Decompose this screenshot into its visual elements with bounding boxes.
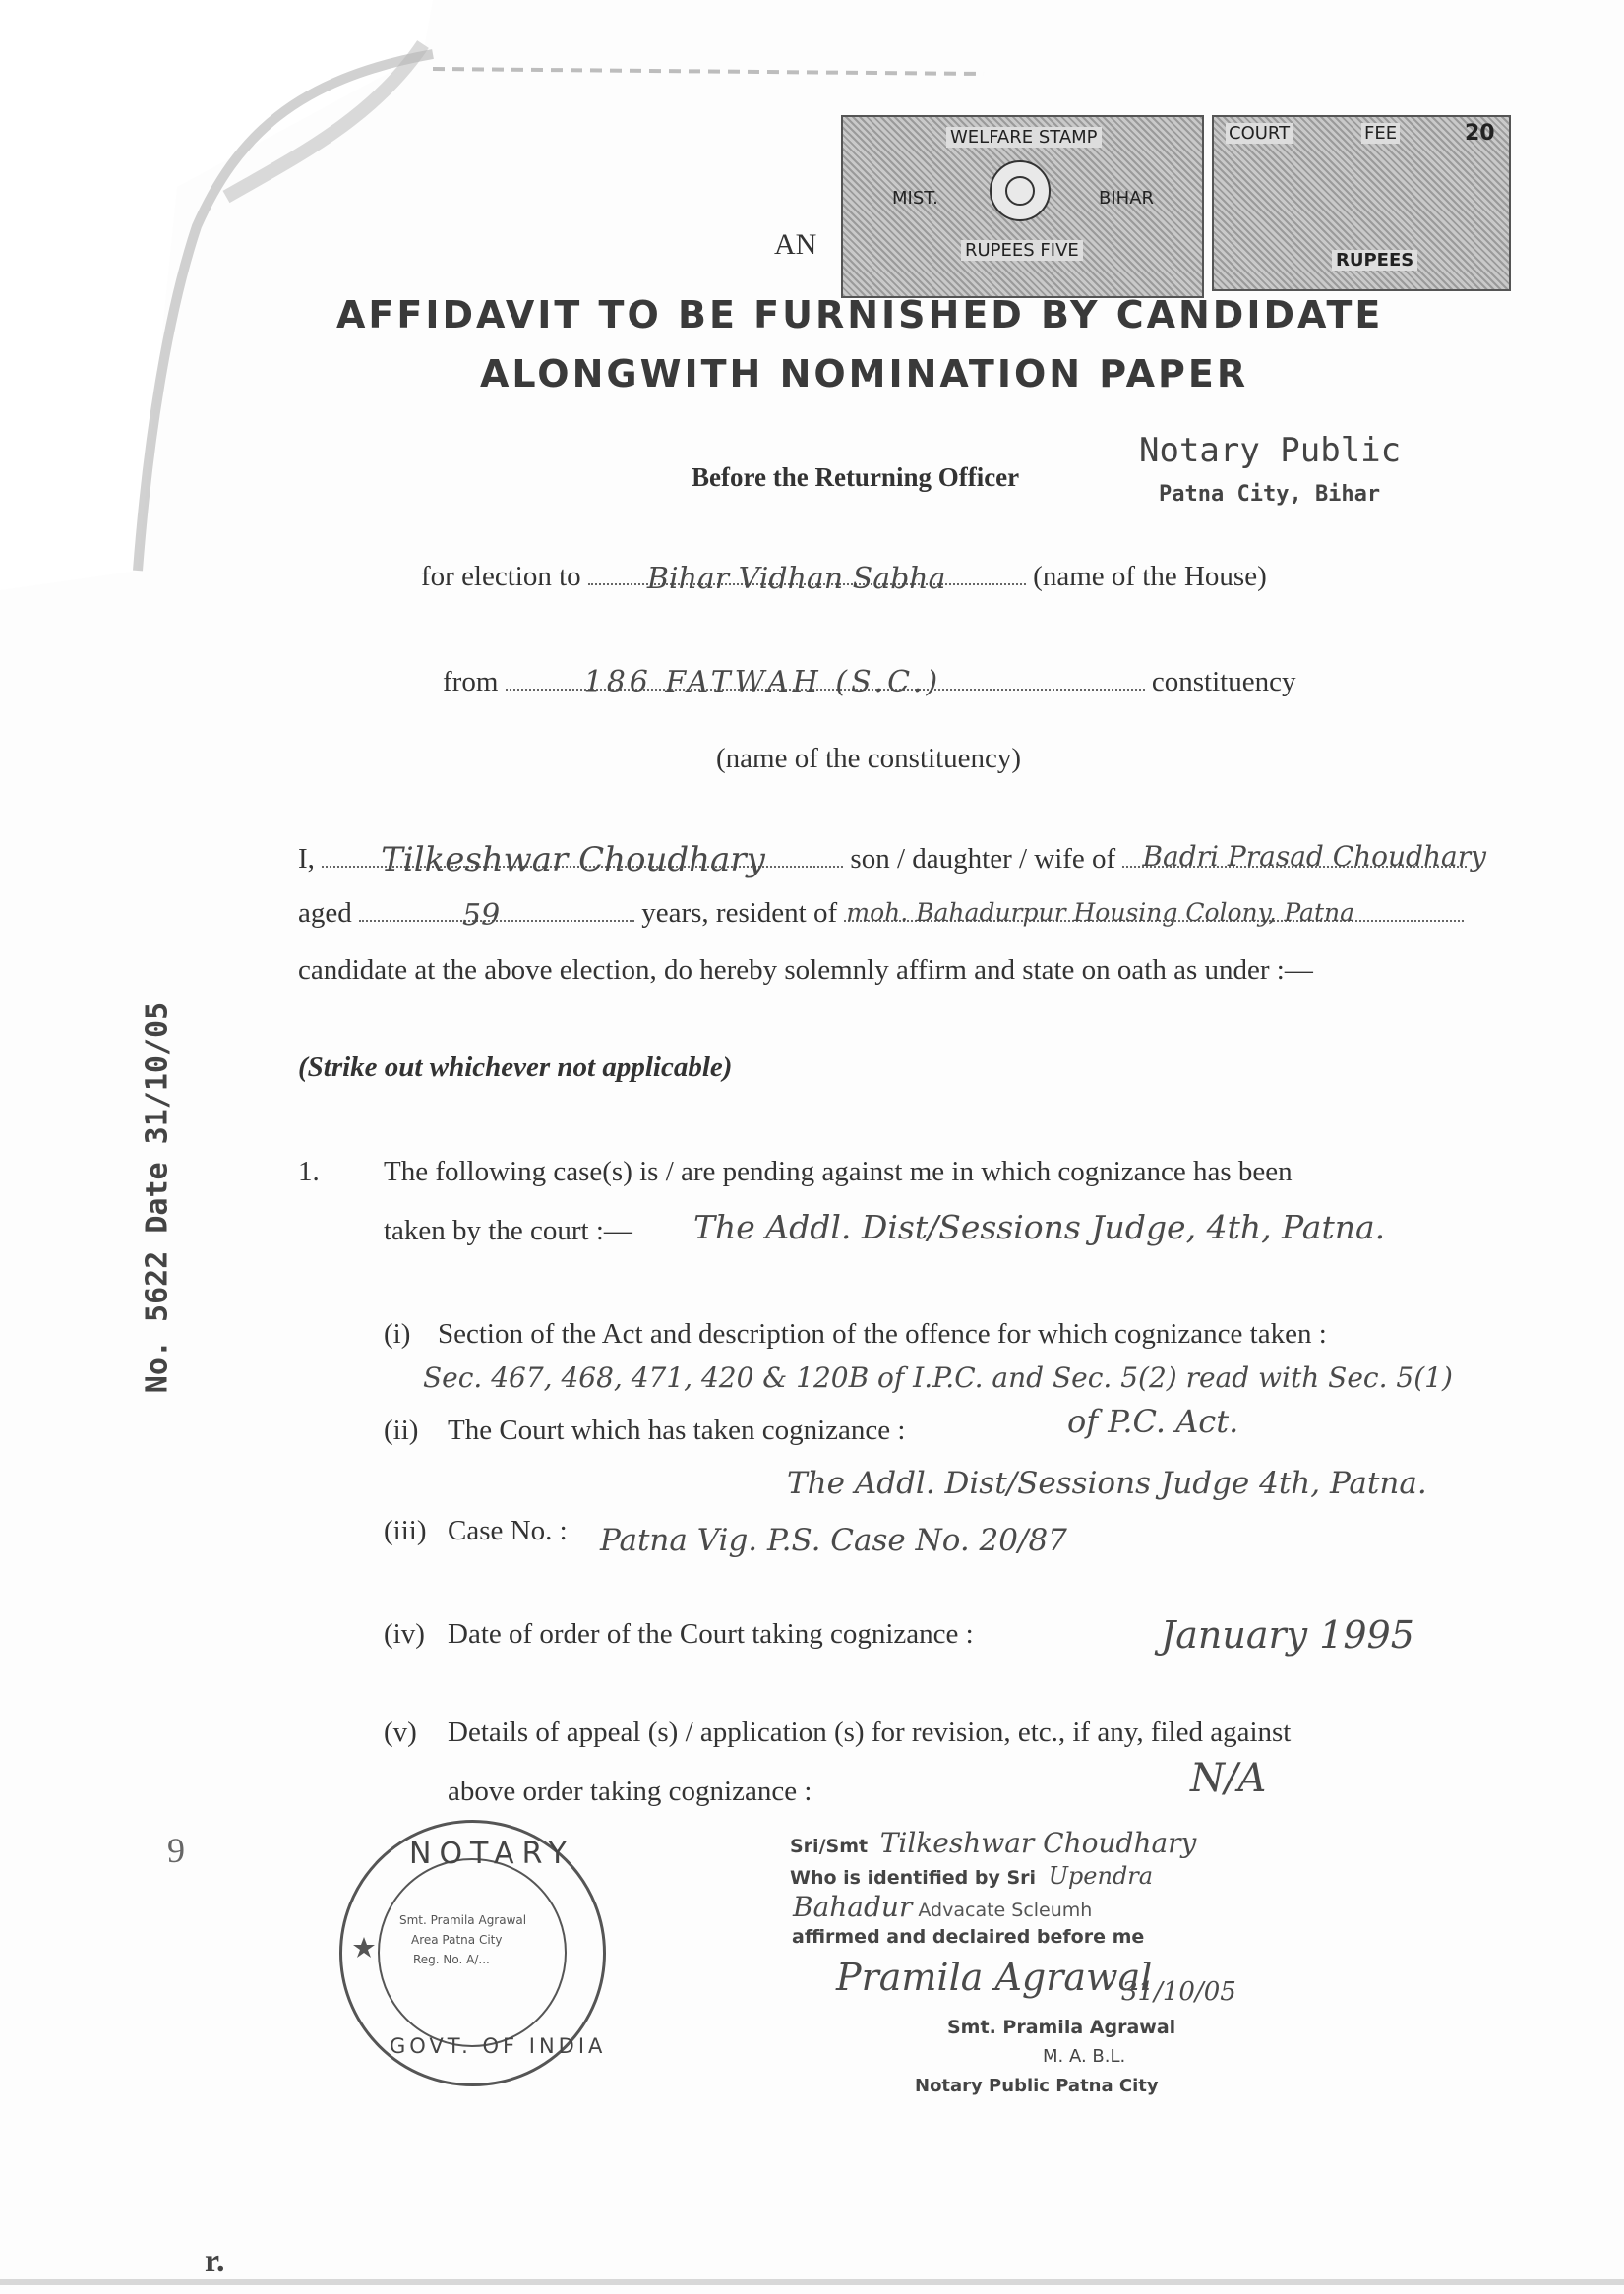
- constituency-suffix: constituency: [1151, 666, 1296, 697]
- item1-ii-text: The Court which has taken cognizance :: [448, 1415, 906, 1446]
- item1-ii-hand: The Addl. Dist/Sessions Judge 4th, Patna.: [787, 1466, 1427, 1501]
- aged-label: aged: [298, 897, 352, 929]
- item1-i-hand-1: Sec. 467, 468, 471, 420 & 120B of I.P.C. and Sec. 5(2) read with Sec. 5(1): [423, 1361, 1453, 1394]
- attest-name-hand: Tilkeshwar Choudhary: [879, 1827, 1197, 1859]
- notary-attest-line1: [790, 1827, 1196, 1859]
- seal-inner-line3: Reg. No. A/...: [413, 1953, 490, 1966]
- house-field: [588, 562, 1026, 596]
- attest-identifier-hand: Upendra: [1048, 1862, 1154, 1890]
- court-stamp-bottom: RUPEES: [1332, 250, 1417, 271]
- heading-an: AN: [774, 228, 817, 261]
- constituency-value: 186 FATWAH (S.C.): [583, 665, 942, 699]
- seal-star-icon: [352, 1936, 376, 1960]
- item1-iv-text: Date of order of the Court taking cognizance :: [448, 1618, 974, 1650]
- item1-iii-text: Case No. :: [448, 1515, 568, 1546]
- seal-inner-line2: Area Patna City: [411, 1933, 503, 1947]
- item1-court-hand: The Addl. Dist/Sessions Judge, 4th, Patna.: [693, 1208, 1386, 1246]
- court-stamp-title: COURT: [1226, 123, 1293, 144]
- age-value: 59: [462, 898, 501, 933]
- court-fee-stamp: [1212, 115, 1511, 291]
- affirm-text: candidate at the above election, do hereby solemnly affirm and state on oath as under :—: [298, 954, 1313, 986]
- item1-iii-label: (iii): [384, 1515, 427, 1546]
- item1-text-line1: The following case(s) is / are pending against me in which cognizance has been: [384, 1156, 1293, 1187]
- item1-v-hand: N/A: [1190, 1756, 1267, 1801]
- seal-top-text: NOTARY: [409, 1837, 574, 1871]
- relation-label: son / daughter / wife of: [850, 843, 1116, 875]
- notary-degree: M. A. B.L.: [1043, 2046, 1126, 2067]
- affidavit-title-line2: ALONGWITH NOMINATION PAPER: [480, 352, 1249, 395]
- for-election-label: for election to: [421, 561, 581, 592]
- strike-note: (Strike out whichever not applicable): [298, 1052, 733, 1083]
- court-stamp-fee: FEE: [1361, 123, 1400, 144]
- notary-attest-line2: [790, 1862, 1153, 1890]
- declarant-name-value: Tilkeshwar Choudhary: [381, 840, 765, 879]
- item1-iii-hand: Patna Vig. P.S. Case No. 20/87: [600, 1523, 1067, 1558]
- item1-i-label: (i): [384, 1318, 411, 1350]
- constituency-note: (name of the constituency): [716, 743, 1022, 774]
- declarant-line2: [298, 897, 1464, 933]
- parent-value: Badri Prasad Choudhary: [1142, 840, 1486, 873]
- notary-signature: Pramila Agrawal: [836, 1956, 1153, 1999]
- left-margin-mark: 9: [167, 1831, 185, 1870]
- notary-name: Smt. Pramila Agrawal: [947, 2017, 1176, 2038]
- house-value: Bihar Vidhan Sabha: [646, 562, 946, 596]
- notary-public-stamp-line2: Patna City, Bihar: [1159, 482, 1381, 507]
- item1-iv-hand: January 1995: [1161, 1613, 1414, 1657]
- declarant-name-field: [322, 840, 843, 879]
- constituency-field: [506, 665, 1145, 699]
- age-field: [359, 898, 634, 933]
- attest-advocate: Advacate Scleumh: [918, 1900, 1093, 1921]
- attest-identifier-hand-2: Bahadur: [793, 1891, 913, 1923]
- side-registration-stamp: No. 5622 Date 31/10/05: [140, 1001, 175, 1394]
- notary-attest-line3: [793, 1891, 1092, 1923]
- bottom-margin-mark: r.: [205, 2243, 225, 2279]
- seal-bottom-text: GOVT. OF INDIA: [390, 2034, 607, 2058]
- welfare-stamp-title: WELFARE STAMP: [946, 127, 1102, 148]
- welfare-stamp-bottom: RUPEES FIVE: [961, 240, 1083, 261]
- item1-ii-label: (ii): [384, 1415, 419, 1446]
- welfare-stamp-left: MIST.: [892, 188, 938, 209]
- from-label: from: [443, 666, 499, 697]
- item1-v-text-line1: Details of appeal (s) / application (s) for revision, etc., if any, filed against: [448, 1717, 1292, 1748]
- item1-iv-label: (iv): [384, 1618, 425, 1650]
- welfare-stamp-right: BIHAR: [1099, 188, 1155, 209]
- notary-seal: [339, 1820, 606, 2086]
- address-field: [844, 898, 1464, 927]
- notary-office: Notary Public Patna City: [915, 2076, 1159, 2096]
- item1-i-text: Section of the Act and description of the offence for which cognizance taken :: [438, 1318, 1327, 1350]
- i-label: I,: [298, 843, 315, 875]
- affidavit-title-line1: AFFIDAVIT TO BE FURNISHED BY CANDIDATE: [336, 293, 1384, 336]
- item1-v-label: (v): [384, 1717, 417, 1748]
- address-value: moh. Bahadurpur Housing Colony, Patna: [846, 898, 1355, 927]
- welfare-stamp-emblem-icon: [986, 156, 1054, 225]
- from-constituency-line: [443, 666, 1295, 698]
- notary-sign-date: 31/10/05: [1121, 1977, 1236, 2007]
- house-suffix: (name of the House): [1033, 561, 1267, 592]
- before-returning-officer: Before the Returning Officer: [692, 462, 1020, 492]
- parent-field: [1122, 840, 1486, 873]
- seal-inner-line1: Smt. Pramila Agrawal: [399, 1913, 527, 1927]
- resident-label: years, resident of: [641, 897, 838, 929]
- attest-sri-label: Sri/Smt: [790, 1836, 869, 1857]
- item1-v-text-line2: above order taking cognizance :: [448, 1776, 812, 1807]
- item1-number: 1.: [298, 1156, 320, 1187]
- attest-identified: Who is identified by Sri: [790, 1867, 1037, 1889]
- item1-i-hand-2: of P.C. Act.: [1067, 1403, 1239, 1440]
- declarant-line1: [298, 840, 1486, 879]
- notary-attest-line4: affirmed and declaired before me: [792, 1926, 1145, 1948]
- for-election-line: [421, 561, 1267, 596]
- court-stamp-value: 20: [1465, 121, 1495, 146]
- notary-public-stamp-line1: Notary Public: [1139, 431, 1402, 470]
- item1-text-line2: taken by the court :—: [384, 1215, 632, 1246]
- welfare-stamp: [841, 115, 1204, 298]
